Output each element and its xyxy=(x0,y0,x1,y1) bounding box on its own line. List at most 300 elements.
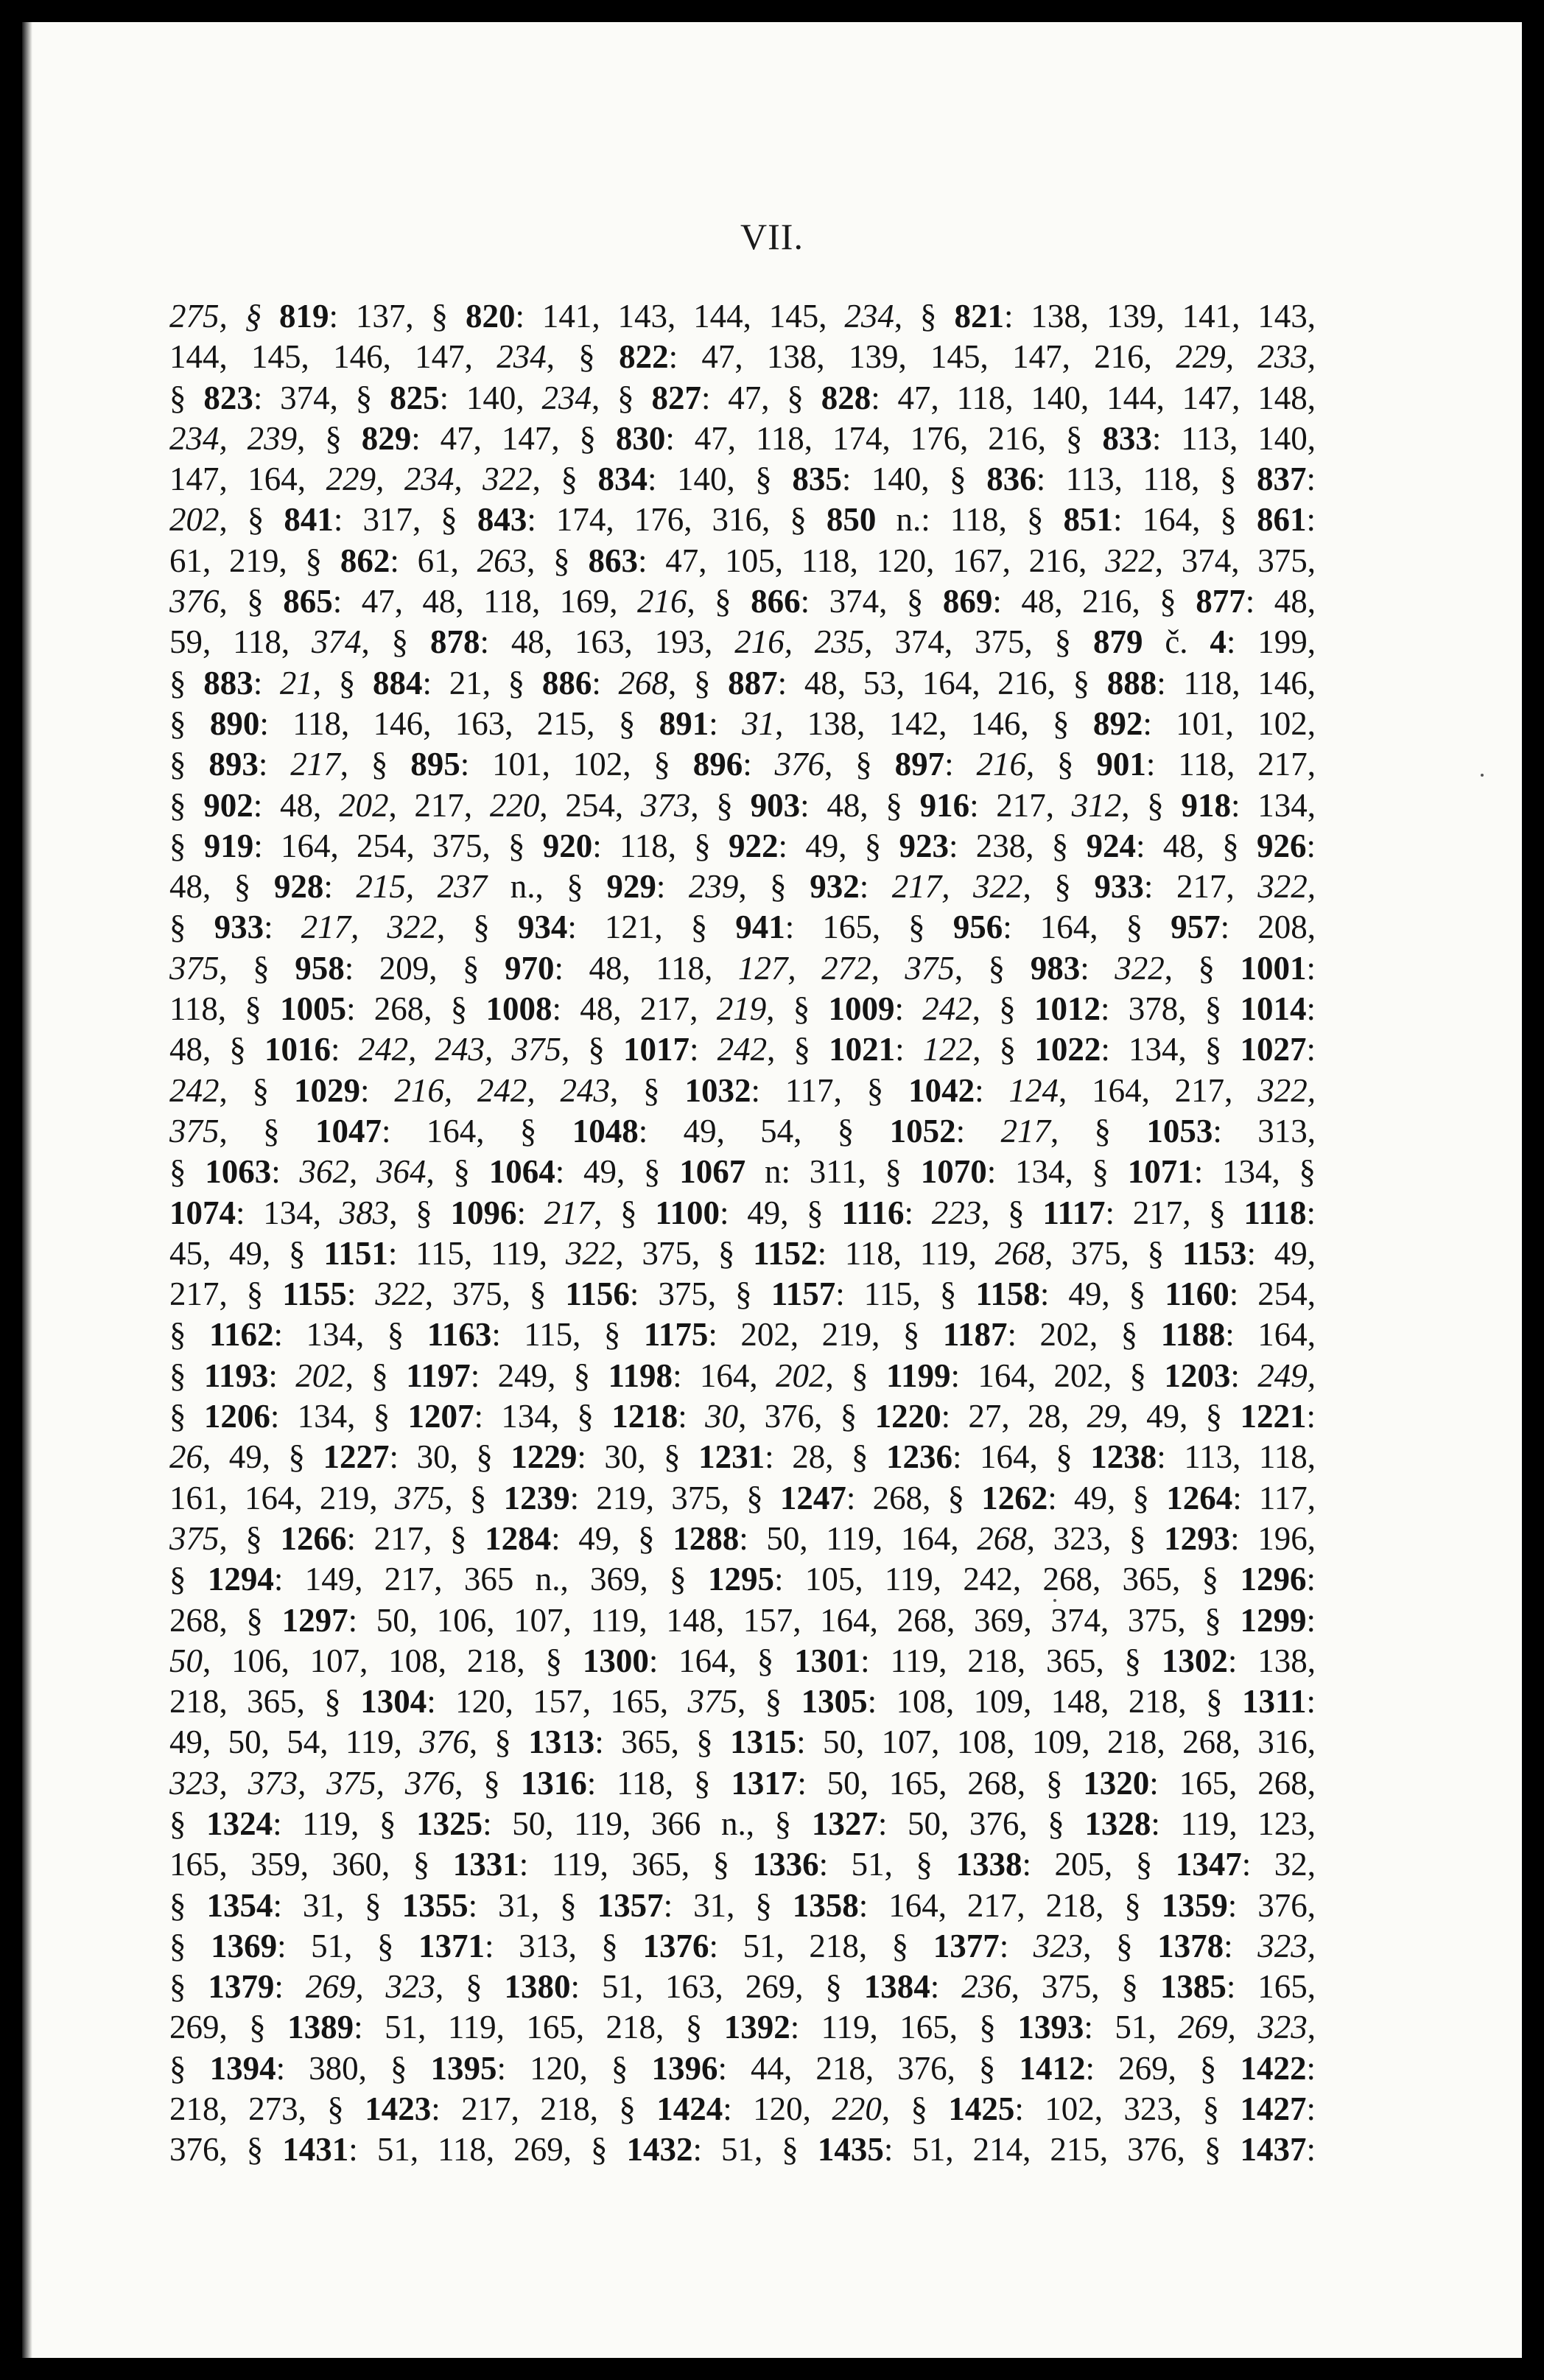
page-reference: : 134, § xyxy=(1193,1153,1316,1191)
section-number: 957 xyxy=(1171,909,1221,946)
page-reference: 275, § xyxy=(169,298,280,335)
page-reference: : 32, xyxy=(1241,1846,1316,1883)
page-reference: : 134, § xyxy=(986,1153,1128,1191)
page-reference: : 376, xyxy=(1227,1886,1316,1924)
page-reference: , § xyxy=(690,786,751,824)
section-number: 1157 xyxy=(771,1275,836,1313)
page-reference: , § xyxy=(594,1194,656,1231)
page-reference: : 28, § xyxy=(765,1438,886,1476)
page-reference: , § xyxy=(1022,868,1095,906)
page-reference: : xyxy=(930,1968,962,2006)
page-reference: : 48, § xyxy=(800,786,920,824)
page-reference: : xyxy=(1306,827,1316,864)
page-reference: § xyxy=(169,1561,208,1598)
page-reference: 312 xyxy=(1071,786,1122,824)
page-reference: : 47, 118, 174, 176, 216, § xyxy=(665,419,1103,457)
index-line xyxy=(169,1396,1316,1437)
index-line xyxy=(169,337,1316,377)
page-reference: 26 xyxy=(169,1438,203,1476)
section-number: 1155 xyxy=(282,1275,347,1313)
page-reference: : 47, 105, 118, 120, 167, 216, xyxy=(637,542,1106,579)
section-number: 1162 xyxy=(209,1316,274,1354)
page-reference: , § xyxy=(972,990,1034,1028)
section-number: 865 xyxy=(283,583,333,620)
section-number: 918 xyxy=(1181,786,1231,824)
page-reference: 49, 50, 54, 119, xyxy=(169,1723,420,1761)
page-reference: 268, § xyxy=(169,1601,282,1639)
section-number: 893 xyxy=(208,746,259,783)
section-number: 850 xyxy=(826,501,877,539)
page-reference: , 375, § xyxy=(1011,1968,1160,2006)
page-reference: : 119, 165, § xyxy=(790,2009,1018,2046)
page-reference: : xyxy=(1306,949,1316,987)
section-number: 1299 xyxy=(1240,1601,1307,1639)
section-number: 1369 xyxy=(211,1927,278,1964)
index-line xyxy=(169,1315,1316,1355)
section-number: 878 xyxy=(430,623,480,661)
scan-speck xyxy=(1481,774,1484,777)
section-number: 1067 xyxy=(679,1153,746,1191)
page-reference: : 313, § xyxy=(485,1927,643,1964)
page-reference: § xyxy=(169,704,210,742)
page-reference: , § xyxy=(219,501,284,539)
page-reference: 242 xyxy=(717,1031,768,1068)
section-number: 1262 xyxy=(981,1479,1048,1516)
page-reference: § xyxy=(169,1153,206,1191)
page-reference: : xyxy=(955,1112,1001,1149)
page-reference: : 268, § xyxy=(346,990,486,1028)
page-reference: 127, 272, 375 xyxy=(737,949,955,987)
section-number: 929 xyxy=(606,868,656,906)
page-reference: 61, 219, § xyxy=(169,542,340,579)
page-reference: : 134, § xyxy=(1101,1031,1241,1068)
index-line xyxy=(169,296,1316,337)
page-reference: , § xyxy=(954,949,1031,987)
page-reference: 362, 364 xyxy=(299,1153,427,1191)
page-reference: 242 xyxy=(922,990,972,1028)
page-reference: 242, 243, 375 xyxy=(358,1031,561,1068)
page-reference: , § xyxy=(435,1968,505,2006)
page-reference: : 48, 163, 193, xyxy=(480,623,735,661)
section-number: 1160 xyxy=(1165,1275,1229,1313)
index-line xyxy=(169,1926,1316,1967)
index-line xyxy=(169,1967,1316,2007)
section-number: 933 xyxy=(1094,868,1144,906)
index-line xyxy=(169,1763,1316,1804)
page-binding-shadow xyxy=(22,22,32,2358)
page-reference: 322 xyxy=(1115,949,1165,987)
page-reference: , § xyxy=(767,1031,829,1068)
page-reference: 376, § xyxy=(169,2131,283,2169)
page-reference: : 254, xyxy=(1229,1275,1316,1313)
page-reference: : 164, 217, 218, § xyxy=(858,1886,1162,1924)
section-number: 1437 xyxy=(1240,2131,1307,2169)
section-number: 1301 xyxy=(794,1642,861,1679)
page-reference: : 49, xyxy=(1246,1234,1316,1272)
section-number: 897 xyxy=(894,746,945,783)
index-line xyxy=(169,1804,1316,1844)
page-reference: : 49, § xyxy=(778,827,899,864)
section-number: 1117 xyxy=(1042,1194,1106,1231)
page-reference: : 118, § xyxy=(586,1764,731,1802)
page-reference: 216, 235 xyxy=(734,623,865,661)
page-reference: 216 xyxy=(636,583,687,620)
section-number: 1304 xyxy=(360,1683,427,1721)
section-number: 1229 xyxy=(510,1438,578,1476)
page-reference: 249, xyxy=(1257,1357,1316,1394)
page-reference: : 48, xyxy=(253,786,339,824)
page-reference: : 101, 102, xyxy=(1143,704,1316,742)
page-reference: 161, 164, 219, xyxy=(169,1479,395,1516)
index-line xyxy=(169,826,1316,867)
page-reference: , § xyxy=(825,1357,886,1394)
page-reference: : 49, § xyxy=(719,1194,842,1231)
section-number: 1198 xyxy=(608,1357,673,1394)
section-number: 1266 xyxy=(280,1519,347,1557)
section-number: 1311 xyxy=(1241,1683,1307,1721)
section-number: 1293 xyxy=(1164,1519,1231,1557)
section-number: 1355 xyxy=(401,1886,469,1924)
section-number: 835 xyxy=(792,461,842,498)
page-reference: : 134, § xyxy=(273,1316,427,1354)
section-number: 1425 xyxy=(948,2090,1015,2128)
page-reference: : 164, § xyxy=(1113,501,1257,539)
section-number: 1221 xyxy=(1240,1398,1307,1435)
page-reference: 223 xyxy=(931,1194,982,1231)
section-number: 926 xyxy=(1256,827,1307,864)
section-number: 1156 xyxy=(565,1275,630,1313)
page-reference: 144, 145, 146, 147, xyxy=(169,338,497,376)
page-reference: 215, 237 xyxy=(356,868,488,906)
section-number: 941 xyxy=(735,909,785,946)
page-reference: : 202, 219, § xyxy=(708,1316,943,1354)
page-reference: : 268, § xyxy=(846,1479,982,1516)
page-reference: 202 xyxy=(776,1357,826,1394)
index-line xyxy=(169,2089,1316,2129)
page-reference: 234, 239 xyxy=(169,419,298,457)
index-line xyxy=(169,1478,1316,1519)
page-reference: : 196, xyxy=(1230,1519,1316,1557)
page-reference: : xyxy=(975,1071,1009,1109)
index-line xyxy=(169,500,1316,540)
index-line xyxy=(169,1071,1316,1111)
page-reference: , § xyxy=(312,664,373,701)
section-number: 1032 xyxy=(684,1071,751,1109)
page-reference: : 134, xyxy=(236,1194,340,1231)
index-line xyxy=(169,1111,1316,1152)
section-number: 956 xyxy=(952,909,1003,946)
section-number: 933 xyxy=(214,909,264,946)
section-number: 1047 xyxy=(315,1112,382,1149)
page-reference: : 165, xyxy=(1226,1968,1316,2006)
section-number: 1199 xyxy=(885,1357,951,1394)
page-reference: : 164, 202, § xyxy=(950,1357,1165,1394)
section-number: 4 xyxy=(1210,623,1227,661)
page-reference: : 118, 217, xyxy=(1145,746,1316,783)
page-reference: 239 xyxy=(688,868,739,906)
page-reference: , 138, 142, 146, § xyxy=(775,704,1093,742)
section-number: 833 xyxy=(1102,419,1152,457)
page-reference: : 48, 216, § xyxy=(992,583,1196,620)
page-reference: , 375, § xyxy=(1045,1234,1182,1272)
page-reference: 376 xyxy=(419,1723,469,1761)
page-reference: : 48, 217, xyxy=(552,990,717,1028)
section-number: 1187 xyxy=(942,1316,1008,1354)
page-reference: , § xyxy=(389,1194,451,1231)
section-number: 1063 xyxy=(205,1153,272,1191)
page-reference: 322 xyxy=(1105,542,1155,579)
section-number: 851 xyxy=(1063,501,1114,539)
page-reference: : 205, § xyxy=(1022,1846,1176,1883)
page-reference: : 219, 375, § xyxy=(569,1479,780,1516)
section-number: 1297 xyxy=(281,1601,348,1639)
page-reference: : xyxy=(1080,949,1115,987)
section-number: 1053 xyxy=(1146,1112,1213,1149)
page-reference: : 101, 102, § xyxy=(460,746,693,783)
page-reference: : 149, 217, 365 n., 369, § xyxy=(273,1561,708,1598)
section-number: 1347 xyxy=(1175,1846,1242,1883)
index-line xyxy=(169,1437,1316,1477)
page-reference: : 164, § xyxy=(648,1642,795,1679)
page-reference: 217, § xyxy=(169,1275,283,1313)
page-reference: , 375, § xyxy=(615,1234,754,1272)
page-reference: 376 xyxy=(169,583,220,620)
section-number: 1435 xyxy=(817,2131,884,2169)
index-line xyxy=(169,907,1316,948)
page-reference: : xyxy=(1306,2090,1316,2128)
page-reference: 375 xyxy=(687,1683,738,1721)
page-reference: , § xyxy=(1025,746,1097,783)
index-line xyxy=(169,1559,1316,1600)
page-reference: : 47, 48, 118, 169, xyxy=(332,583,637,620)
page-reference: : 164, xyxy=(673,1357,776,1394)
section-number: 1193 xyxy=(203,1357,269,1394)
page-reference: : 375, § xyxy=(629,1275,771,1313)
page-reference: § xyxy=(169,1886,207,1924)
page-reference: § xyxy=(169,379,204,416)
index-text-block xyxy=(169,296,1316,2171)
section-number: 1320 xyxy=(1083,1764,1150,1802)
index-line xyxy=(169,1274,1316,1315)
page-reference: : 217, 218, § xyxy=(431,2090,657,2128)
page-reference: : 51, § xyxy=(818,1846,956,1883)
page-reference: : xyxy=(709,704,743,742)
page-reference: : 313, xyxy=(1213,1112,1316,1149)
page-reference: : 199, xyxy=(1226,623,1316,661)
page-reference: : xyxy=(359,1071,395,1109)
section-number: 883 xyxy=(203,664,253,701)
page-reference: 323 xyxy=(1033,1927,1084,1964)
page-reference: : xyxy=(859,868,892,906)
page-reference: : 48, § xyxy=(1136,827,1257,864)
page-reference: : 51, xyxy=(1084,2009,1179,2046)
section-number: 1294 xyxy=(207,1561,274,1598)
section-number: 916 xyxy=(919,786,970,824)
page-reference: 383 xyxy=(339,1194,390,1231)
section-number: 1207 xyxy=(407,1398,474,1435)
page-reference: : 51, § xyxy=(277,1927,418,1964)
page-reference: : 249, § xyxy=(470,1357,608,1394)
page-reference: : 140, § xyxy=(841,461,987,498)
page-reference: 220 xyxy=(489,786,540,824)
page-reference: 375 xyxy=(394,1479,445,1516)
page-reference: : 31, § xyxy=(273,1886,402,1924)
page-reference: 268 xyxy=(977,1519,1027,1557)
section-number: 1331 xyxy=(452,1846,519,1883)
section-number: 1071 xyxy=(1127,1153,1194,1191)
index-line xyxy=(169,1029,1316,1070)
section-number: 1432 xyxy=(626,2131,693,2169)
page-reference: 217, 322 xyxy=(891,868,1023,906)
page-reference: : 217, § xyxy=(346,1519,485,1557)
page-reference: , 374, 375, § xyxy=(864,623,1093,661)
index-line xyxy=(169,867,1316,907)
section-number: 1116 xyxy=(841,1194,905,1231)
index-line xyxy=(169,2129,1316,2170)
page-reference: , § xyxy=(1050,1112,1147,1149)
page-reference: : 164, § xyxy=(1003,909,1171,946)
page-reference: : 21, § xyxy=(422,664,542,701)
page-reference: 263 xyxy=(477,542,527,579)
page-reference: , § xyxy=(881,2090,949,2128)
page-reference: 59, 118, xyxy=(169,623,312,661)
page-reference: : xyxy=(1306,461,1316,498)
page-reference: 269, 323 xyxy=(305,1968,435,2006)
section-number: 924 xyxy=(1086,827,1136,864)
section-number: 1238 xyxy=(1090,1438,1157,1476)
page-reference: : 140, § xyxy=(647,461,793,498)
section-number: 1395 xyxy=(430,2049,497,2087)
page-reference: : xyxy=(678,1398,706,1435)
page-reference: : 49, § xyxy=(1039,1275,1165,1313)
page-reference: 234 xyxy=(496,338,547,376)
section-number: 843 xyxy=(477,501,527,539)
section-number: 837 xyxy=(1257,461,1307,498)
page-reference: , § xyxy=(455,1764,521,1802)
section-number: 862 xyxy=(340,542,390,579)
index-line xyxy=(169,1600,1316,1641)
section-number: 1218 xyxy=(611,1398,678,1435)
page-reference: : 217, xyxy=(1143,868,1258,906)
page-reference: : 269, § xyxy=(1085,2049,1241,2087)
page-reference: : xyxy=(944,746,977,783)
section-number: 958 xyxy=(295,949,345,987)
page-reference: 216 xyxy=(976,746,1026,783)
page-reference: : 134, xyxy=(1231,786,1316,824)
page-reference: : 115, § xyxy=(835,1275,976,1313)
section-number: 1005 xyxy=(280,990,347,1028)
page-reference: 45, 49, § xyxy=(169,1234,324,1272)
page-reference: : 118, § xyxy=(592,827,729,864)
page-reference: § xyxy=(169,1805,207,1842)
page-reference: 268 xyxy=(618,664,669,701)
section-number: 1394 xyxy=(209,2049,276,2087)
page-reference: § xyxy=(169,909,214,946)
page-reference: 373 xyxy=(640,786,691,824)
section-number: 820 xyxy=(465,298,516,335)
section-number: 1422 xyxy=(1240,2049,1307,2087)
section-number: 1247 xyxy=(779,1479,846,1516)
page-reference: 202 xyxy=(338,786,389,824)
page-reference: : 49, 54, § xyxy=(638,1112,890,1149)
page-reference: : 50, 106, 107, 119, 148, 157, 164, 268, 369, 374, 375, § xyxy=(348,1601,1241,1639)
page-reference: : xyxy=(1224,1927,1258,1964)
section-number: 888 xyxy=(1106,664,1157,701)
page-reference: , § xyxy=(610,1071,685,1109)
page-reference: : xyxy=(1306,1194,1316,1231)
page-reference: : xyxy=(1306,1601,1316,1639)
page-reference: , 374, 375, xyxy=(1154,542,1316,579)
section-number: 1100 xyxy=(655,1194,720,1231)
section-number: 1376 xyxy=(642,1927,709,1964)
page-reference: : xyxy=(1306,1561,1316,1598)
page-reference: 323, xyxy=(1257,1927,1316,1964)
section-number: 896 xyxy=(692,746,743,783)
page-reference: 323, 373, 375, 376 xyxy=(169,1764,455,1802)
page-reference: : 102, 323, § xyxy=(1014,2090,1241,2128)
page-reference: : 48, xyxy=(1245,583,1316,620)
section-number: 866 xyxy=(751,583,801,620)
page-reference: : 164, xyxy=(1225,1316,1316,1354)
page-reference: : xyxy=(1306,501,1316,539)
section-number: 1158 xyxy=(975,1275,1040,1313)
page-reference: : xyxy=(894,990,923,1028)
page-reference: : 118, 119, xyxy=(817,1234,995,1272)
section-number: 1203 xyxy=(1164,1357,1231,1394)
page-reference: 220 xyxy=(832,2090,882,2128)
section-number: 823 xyxy=(203,379,253,416)
page-reference: 234 xyxy=(844,298,894,335)
index-line xyxy=(169,948,1316,989)
index-line xyxy=(169,2007,1316,2048)
section-number: 1012 xyxy=(1034,990,1101,1028)
page-reference: : 140, xyxy=(439,379,542,416)
page-reference: : 31, § xyxy=(663,1886,793,1924)
page-reference: : xyxy=(689,1031,717,1068)
scan-speck xyxy=(1053,1599,1056,1602)
page-reference: : xyxy=(895,1031,923,1068)
page-reference: 374 xyxy=(312,623,362,661)
index-line xyxy=(169,581,1316,622)
page-reference: 165, 359, 360, § xyxy=(169,1846,453,1883)
page-reference: : xyxy=(323,868,357,906)
index-line xyxy=(169,1641,1316,1681)
section-number: 822 xyxy=(619,338,669,376)
section-number: 1236 xyxy=(885,1438,952,1476)
page-reference: : xyxy=(656,868,689,906)
page-reference: 269, § xyxy=(169,2009,288,2046)
index-line xyxy=(169,1193,1316,1233)
page-reference: 29 xyxy=(1087,1398,1120,1435)
section-number: 892 xyxy=(1092,704,1143,742)
index-line xyxy=(169,622,1316,662)
section-number: 1197 xyxy=(406,1357,471,1394)
index-line xyxy=(169,989,1316,1029)
page-reference: , § xyxy=(345,1357,407,1394)
page-reference: 124 xyxy=(1008,1071,1059,1109)
page-reference: : 50, 119, 164, xyxy=(739,1519,978,1557)
section-number: 920 xyxy=(542,827,593,864)
page-reference: : 317, § xyxy=(333,501,477,539)
section-number: 1358 xyxy=(792,1886,859,1924)
page-reference: č. xyxy=(1143,623,1210,661)
page-reference: : xyxy=(743,746,775,783)
page-reference: 322 xyxy=(565,1234,616,1272)
page-reference: § xyxy=(169,664,204,701)
section-number: 879 xyxy=(1092,623,1143,661)
page-reference: : 49, § xyxy=(1048,1479,1167,1516)
section-number: 863 xyxy=(588,542,638,579)
